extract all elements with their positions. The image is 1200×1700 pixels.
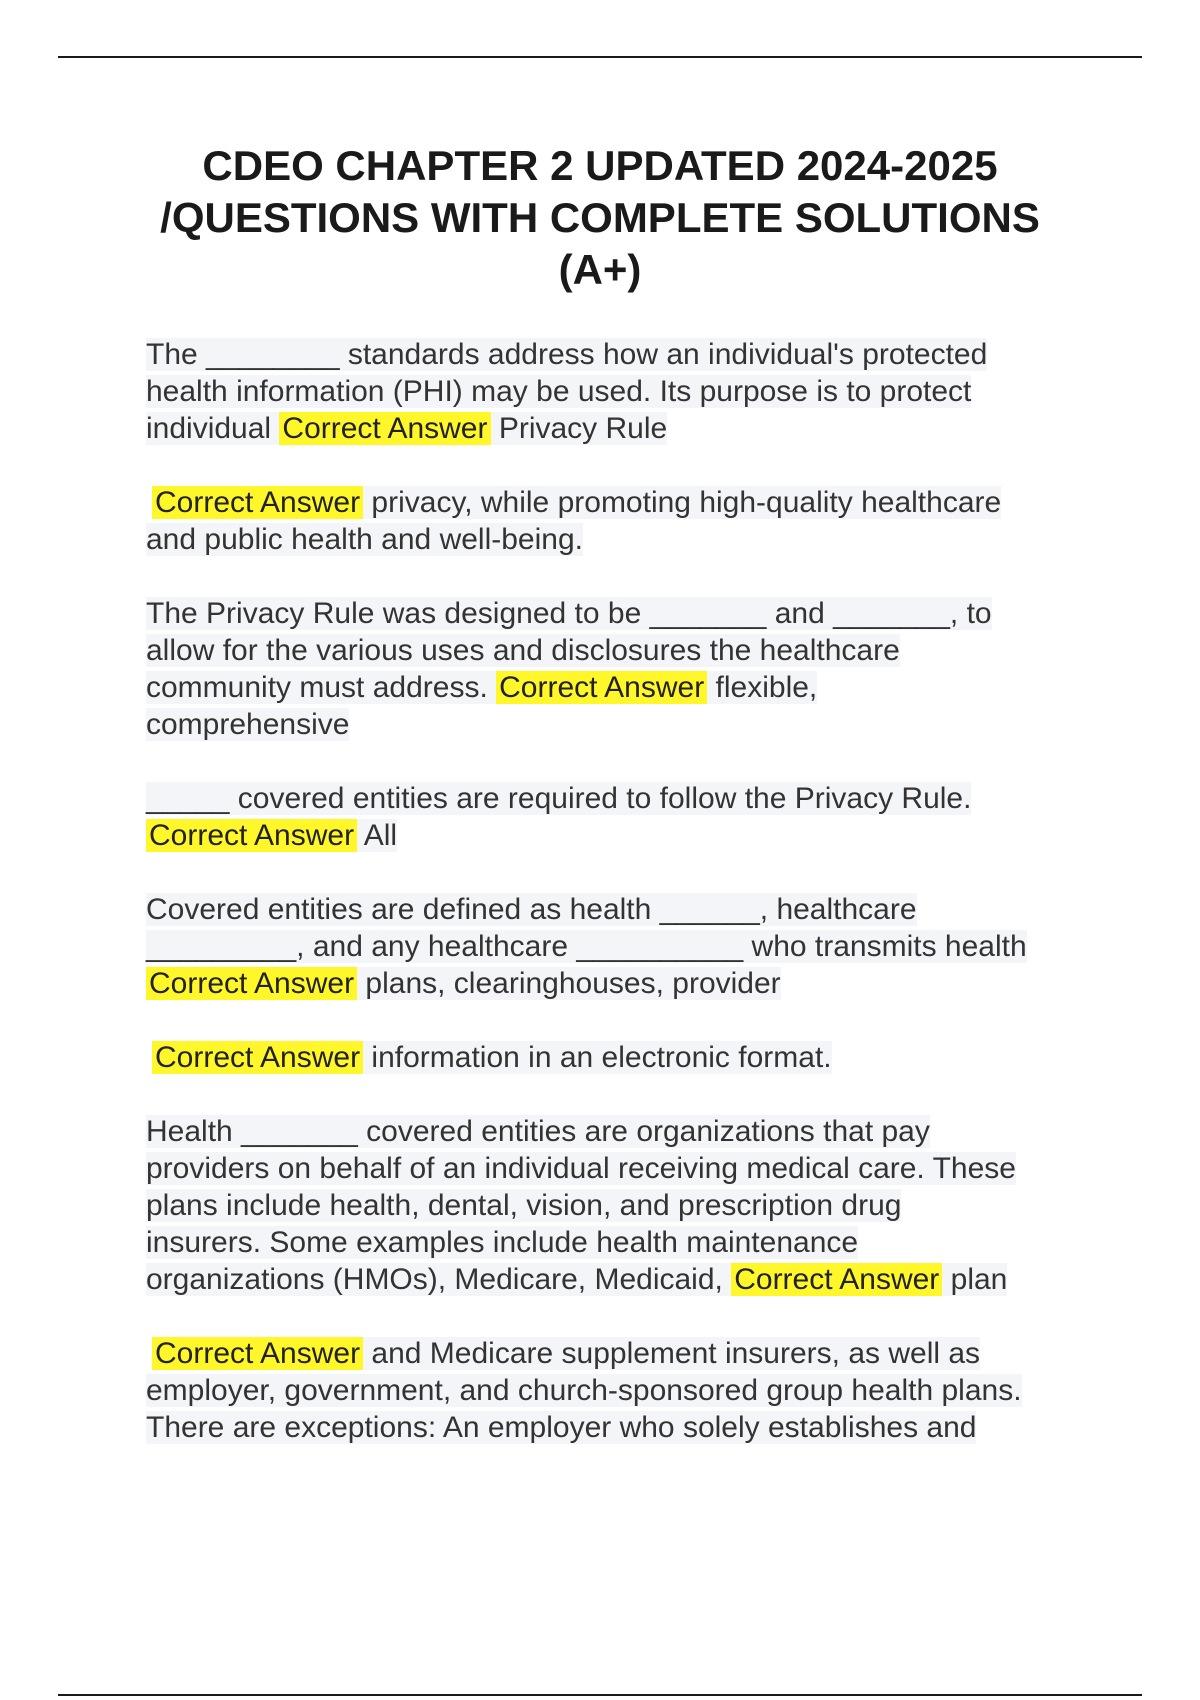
text-line: Correct Answer privacy, while promoting high-quality healthcare — [146, 484, 1106, 521]
title-line: /QUESTIONS WITH COMPLETE SOLUTIONS — [160, 194, 1040, 241]
correct-answer-highlight: Correct Answer — [496, 671, 707, 704]
text-line: _____ covered entities are required to follow the Privacy Rule. — [146, 782, 972, 815]
correct-answer-highlight: Correct Answer — [146, 819, 357, 852]
text-line: and public health and well-being. — [146, 523, 583, 556]
text-line: allow for the various uses and disclosures the healthcare — [146, 634, 900, 667]
text-line: comprehensive — [146, 708, 350, 741]
correct-answer-highlight: Correct Answer — [152, 1041, 363, 1074]
text-line: The ________ standards address how an individual's protected — [146, 338, 988, 371]
text-line: providers on behalf of an individual receiving medical care. These — [146, 1152, 1016, 1185]
text-line: individual Correct Answer Privacy Rule — [146, 412, 668, 445]
text-line: Correct Answer information in an electronic format. — [146, 1039, 1106, 1076]
text-line: insurers. Some examples include health maintenance — [146, 1226, 859, 1259]
qa-paragraph — [146, 484, 1106, 558]
text-line: health information (PHI) may be used. Its purpose is to protect — [146, 375, 972, 408]
title-line: (A+) — [558, 246, 642, 293]
bottom-rule — [58, 1694, 1142, 1696]
text-line: Correct Answer All — [146, 817, 1106, 854]
qa-paragraph — [146, 1335, 1106, 1446]
text-line: community must address. Correct Answer flexible, — [146, 671, 818, 704]
text-line: _________, and any healthcare __________ who transmits health — [146, 930, 1027, 963]
text-line: Correct Answer plans, clearinghouses, provider — [146, 965, 1106, 1002]
text-line: There are exceptions: An employer who solely establishes and — [146, 1411, 977, 1444]
qa-paragraph — [146, 1113, 1106, 1298]
correct-answer-highlight: Correct Answer — [146, 967, 357, 1000]
title-line: CDEO CHAPTER 2 UPDATED 2024-2025 — [202, 142, 998, 189]
text-line: Health _______ covered entities are organizations that pay — [146, 1115, 930, 1148]
text-line: employer, government, and church-sponsored group health plans. — [146, 1374, 1022, 1407]
text-line: organizations (HMOs), Medicare, Medicaid, Correct Answer plan — [146, 1263, 1008, 1296]
document-body — [146, 336, 1106, 1483]
correct-answer-highlight: Correct Answer — [279, 412, 490, 445]
qa-paragraph — [146, 780, 1106, 854]
correct-answer-highlight: Correct Answer — [731, 1263, 942, 1296]
text-line: Correct Answer and Medicare supplement insurers, as well as — [146, 1335, 1106, 1372]
qa-paragraph — [146, 891, 1106, 1002]
text-line: The Privacy Rule was designed to be _______ and _______, to — [146, 597, 992, 630]
top-rule — [58, 56, 1142, 58]
text-line: Covered entities are defined as health ______, healthcare — [146, 893, 917, 926]
correct-answer-highlight: Correct Answer — [152, 1337, 363, 1370]
qa-paragraph — [146, 1039, 1106, 1076]
correct-answer-highlight: Correct Answer — [152, 486, 363, 519]
qa-paragraph — [146, 336, 1106, 447]
qa-paragraph — [146, 595, 1106, 743]
document-title — [120, 140, 1080, 296]
text-line: plans include health, dental, vision, and prescription drug — [146, 1189, 902, 1222]
